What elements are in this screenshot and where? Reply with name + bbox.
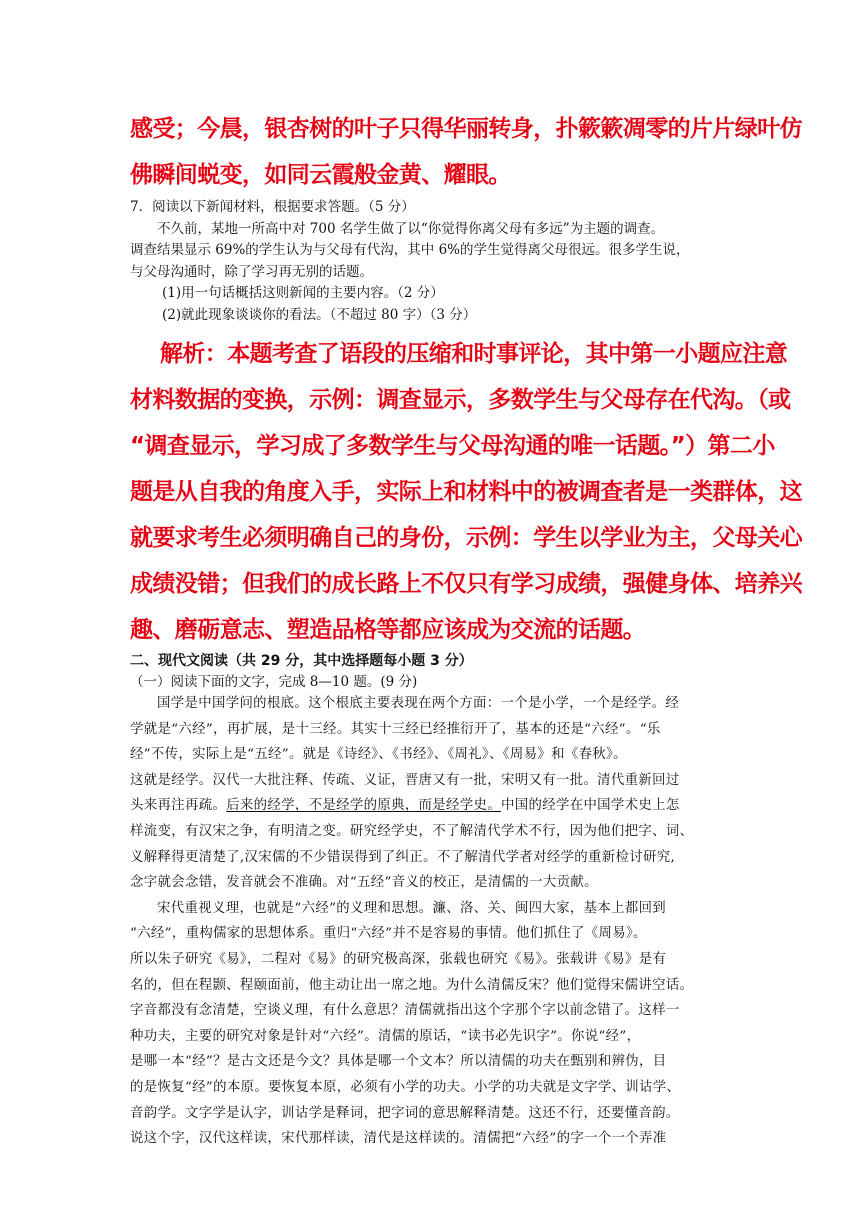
section-2-header xyxy=(130,650,740,693)
article-line: 是哪一本“经”？是古文还是今文？具体是哪一个文本？所以清儒的功夫在甄别和辨伪，目 xyxy=(130,1054,667,1070)
section-sub-heading: （一）阅读下面的文字，完成 8—10 题。(9 分) xyxy=(130,674,418,690)
article-line: “六经”，重构儒家的思想体系。重归“六经”并不是容易的事情。他们抓住了《周易》。 xyxy=(130,926,647,942)
article-text xyxy=(130,691,740,1152)
analysis-line: “调查显示，学习成了多数学生与父母沟通的唯一话题。”）第二小 xyxy=(130,433,775,459)
article-line: 种功夫，主要的研究对象是针对“六经”。清儒的原话，“读书必先识字”。你说“经”， xyxy=(130,1028,641,1044)
article-line: 说这个字，汉代这样读，宋代那样读，清代是这样读的。清儒把“六经”的字一个一个弄准 xyxy=(130,1131,667,1147)
analysis-block xyxy=(130,331,803,653)
article-line: 宋代重视义理，也就是“六经”的义理和思想。濂、洛、关、闽四大家，基本上都回到 xyxy=(157,900,667,916)
article-line: 义解释得更清楚了,汉宋儒的不少错误得到了纠正。不了解清代学者对经学的重新检讨研究, xyxy=(130,849,676,865)
analysis-line: 材料数据的变换，示例：调查显示，多数学生与父母存在代沟。（或 xyxy=(130,387,791,413)
analysis-line: 成绩没错；但我们的成长路上不仅只有学习成绩，强健身体、培养兴 xyxy=(130,571,803,597)
analysis-line: 趣、磨砺意志、塑造品格等都应该成为交流的话题。 xyxy=(130,617,646,643)
article-line: 字音都没有念清楚，空谈义理，有什么意思？清儒就指出这个字那个字以前念错了。这样一 xyxy=(130,1003,680,1019)
article-line: 念字就会念错，发音就会不准确。对“五经”音义的校正，是清儒的一大贡献。 xyxy=(130,875,598,891)
article-line: 音韵学。文字学是认字，训诂学是释词，把字词的意思解释清楚。这还不行，还要懂音韵。 xyxy=(130,1105,680,1121)
article-line: 学就是“六经”，再扩展，是十三经。其实十三经已经推衍开了，基本的还是“六经”。“乐 xyxy=(130,721,661,737)
question-7-title: 7．阅读以下新闻材料，根据要求答题。（5 分） xyxy=(130,199,415,215)
answer-continuation xyxy=(130,106,803,198)
question-7 xyxy=(130,197,740,326)
analysis-line: 题是从自我的角度入手，实际上和材料中的被调查者是一类群体，这 xyxy=(130,479,803,505)
analysis-line: 就要求考生必须明确自己的身份，示例：学生以学业为主，父母关心 xyxy=(130,525,803,551)
section-heading: 二、现代文阅读（共 29 分，其中选择题每小题 3 分） xyxy=(130,653,473,669)
article-line: 的是恢复“经”的本原。要恢复本原，必须有小学的功夫。小学的功夫就是文字学、训诂学、 xyxy=(130,1079,681,1095)
analysis-line: 解析：本题考查了语段的压缩和时事评论，其中第一小题应注意 xyxy=(160,341,788,367)
article-line: 这就是经学。汉代一大批注释、传疏、义证，晋唐又有一批，宋明又有一批。清代重新回过 xyxy=(130,772,680,788)
sub-question-1: (1)用一句话概括这则新闻的主要内容。（2 分） xyxy=(162,285,444,301)
material-line: 与父母沟通时，除了学习再无别的话题。 xyxy=(130,263,373,280)
article-line xyxy=(130,793,740,819)
article-line: 国学是中国学问的根底。这个根底主要表现在两个方面：一个是小学，一个是经学。经 xyxy=(157,696,680,711)
sub-question-2: (2)就此现象谈谈你的看法。（不超过 80 字）（3 分） xyxy=(162,306,477,323)
article-text-segment: 中国的经学在中国学术史上怎 xyxy=(501,798,680,814)
article-line: 样流变，有汉宋之争，有明清之变。研究经学史，不了解清代学术不行，因为他们把字、词、 xyxy=(130,823,694,839)
answer-line: 感受；今晨，银杏树的叶子只得华丽转身，扑簌簌凋零的片片绿叶仿 xyxy=(130,116,803,142)
article-line: 名的，但在程颢、程颐面前，他主动让出一席之地。为什么清儒反宋？他们觉得宋儒讲空话。 xyxy=(130,977,694,993)
material-line: 调查结果显示 69%的学生认为与父母有代沟，其中 6%的学生觉得离父母很远。很多学生说， xyxy=(130,242,690,258)
material-line: 不久前，某地一所高中对 700 名学生做了以“你觉得你离父母有多远”为主题的调查。 xyxy=(157,220,665,237)
article-line: 经”不传，实际上是“五经”。就是《诗经》、《书经》、《周礼》、《周易》和《春秋》。 xyxy=(130,747,627,763)
article-line: 所以朱子研究《易》，二程对《易》的研究极高深，张载也研究《易》。张载讲《易》是有 xyxy=(130,951,667,967)
article-text-segment: 头来再注再疏。 xyxy=(130,798,227,814)
answer-line: 佛瞬间蜕变，如同云霞般金黄、耀眼。 xyxy=(130,162,511,188)
underlined-sentence: 后来的经学，不是经学的原典，而是经学史。 xyxy=(226,798,501,814)
